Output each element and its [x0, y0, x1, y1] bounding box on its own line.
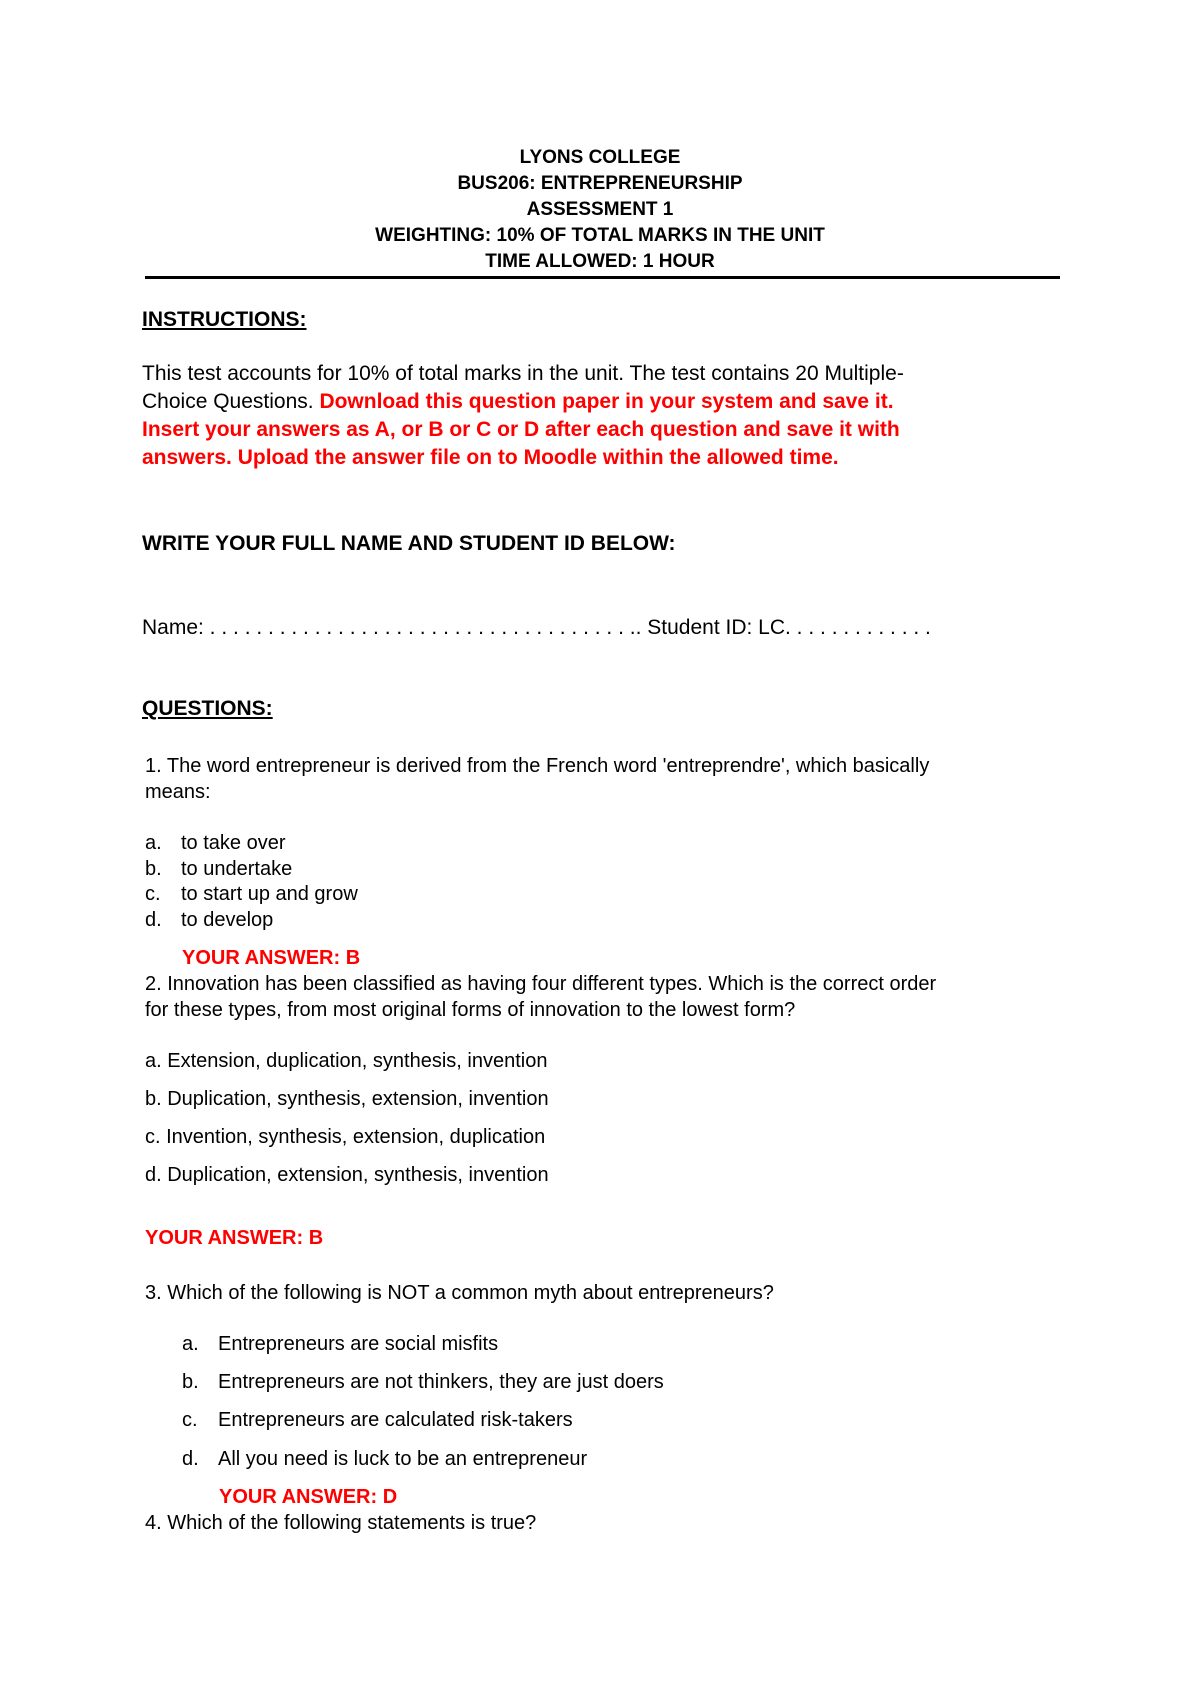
option-letter: c. [145, 883, 161, 905]
question-1-option-d [145, 909, 273, 932]
instructions-line-1: This test accounts for 10% of total marks in the unit. The test contains 20 Multiple- [142, 362, 904, 385]
option-letter: a. [182, 1333, 199, 1355]
instructions-line-2 [142, 388, 894, 416]
question-1-line-2: means: [145, 781, 211, 803]
question-3-option-a [182, 1333, 498, 1356]
question-3-answer[interactable]: YOUR ANSWER: D [219, 1486, 398, 1508]
option-text: to undertake [181, 858, 293, 880]
option-letter: c. [182, 1409, 198, 1431]
college-name: LYONS COLLEGE [519, 147, 681, 168]
question-2-option-c: c. Invention, synthesis, extension, duplication [145, 1126, 546, 1148]
unit-title: BUS206: ENTREPRENEURSHIP [457, 173, 743, 194]
question-3-option-c [182, 1409, 573, 1432]
question-2-line-2: for these types, from most original forms of innovation to the lowest form? [145, 999, 796, 1021]
option-text: to start up and grow [181, 883, 358, 905]
identity-heading: WRITE YOUR FULL NAME AND STUDENT ID BELOW: [142, 532, 676, 555]
question-1-option-c [145, 883, 358, 906]
option-letter: b. [145, 858, 162, 880]
question-2-answer[interactable]: YOUR ANSWER: B [145, 1227, 324, 1249]
question-3-line-1: 3. Which of the following is NOT a common myth about entrepreneurs? [145, 1282, 774, 1304]
question-1-line-1: 1. The word entrepreneur is derived from the French word 'entreprendre', which basically [145, 755, 930, 777]
question-2-line-1: 2. Innovation has been classified as having four different types. Which is the correct order [145, 973, 937, 995]
option-text: Entrepreneurs are calculated risk-takers [218, 1409, 573, 1431]
time-allowed-line: TIME ALLOWED: 1 HOUR [485, 251, 715, 272]
name-id-line[interactable]: Name: . . . . . . . . . . . . . . . . . . . . . . . . . . . . . . . . . . . . .. Student ID: LC. . . . . . . . . . . . . [142, 616, 931, 639]
instructions-heading: INSTRUCTIONS: [142, 308, 307, 331]
question-2-option-d: d. Duplication, extension, synthesis, invention [145, 1164, 549, 1186]
question-2-option-a: a. Extension, duplication, synthesis, invention [145, 1050, 548, 1072]
question-1-answer[interactable]: YOUR ANSWER: B [182, 947, 361, 969]
weighting-line: WEIGHTING: 10% OF TOTAL MARKS IN THE UNIT [375, 225, 825, 246]
option-text: to take over [181, 832, 286, 854]
question-4-line-1: 4. Which of the following statements is true? [145, 1512, 537, 1534]
question-3-option-d [182, 1448, 587, 1471]
instructions-line-2-red: Download this question paper in your system and save it. [319, 390, 894, 413]
instructions-line-3: Insert your answers as A, or B or C or D after each question and save it with [142, 418, 900, 441]
question-1-option-b [145, 858, 292, 881]
option-text: All you need is luck to be an entrepreneur [218, 1448, 588, 1470]
option-text: to develop [181, 909, 274, 931]
option-letter: b. [182, 1371, 199, 1393]
option-letter: d. [145, 909, 162, 931]
instructions-line-4: answers. Upload the answer file on to Moodle within the allowed time. [142, 446, 839, 469]
option-letter: d. [182, 1448, 199, 1470]
option-letter: a. [145, 832, 162, 854]
questions-heading: QUESTIONS: [142, 697, 273, 720]
instructions-line-2-plain: Choice Questions. [142, 390, 320, 413]
option-text: Entrepreneurs are not thinkers, they are just doers [218, 1371, 664, 1393]
question-3-option-b [182, 1371, 664, 1394]
option-text: Entrepreneurs are social misfits [218, 1333, 499, 1355]
assessment-title: ASSESSMENT 1 [526, 199, 674, 220]
question-2-option-b: b. Duplication, synthesis, extension, invention [145, 1088, 549, 1110]
header-rule [145, 276, 1060, 279]
question-1-option-a [145, 832, 286, 855]
